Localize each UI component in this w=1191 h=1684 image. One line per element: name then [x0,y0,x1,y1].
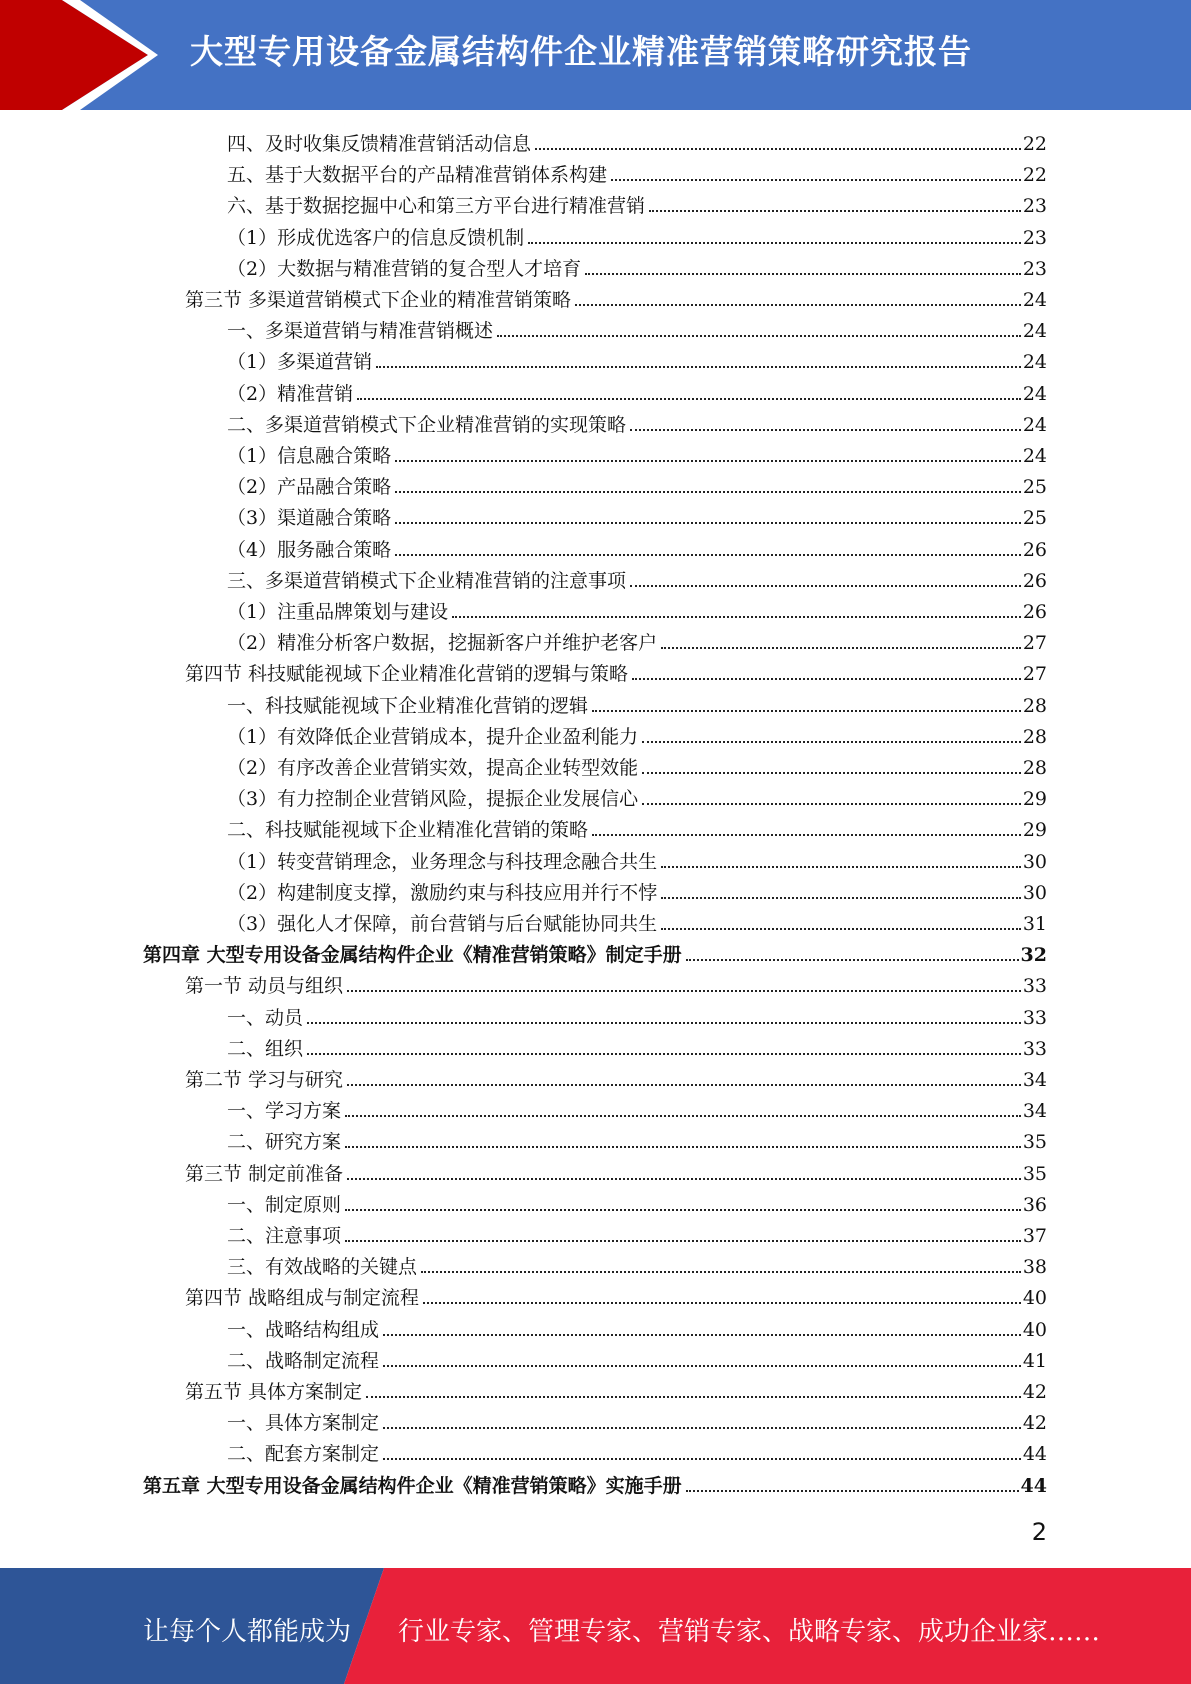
toc-entry-page: 31 [1022,913,1047,935]
toc-entry-page: 34 [1022,1100,1047,1123]
toc-leader-dots [383,1427,1021,1429]
toc-entry-page: 35 [1022,1162,1047,1185]
toc-leader-dots [345,1209,1021,1211]
toc-leader-dots [661,866,1021,868]
toc-leader-dots [395,491,1021,493]
toc-entry-page: 33 [1022,1037,1047,1060]
toc-leader-dots [347,990,1021,992]
toc-entry-page: 40 [1022,1318,1047,1341]
toc-entry-page: 23 [1022,257,1047,280]
toc-entry-page: 41 [1022,1349,1047,1372]
toc-entry[interactable] [227,780,1047,811]
toc-entry-page: 35 [1022,1131,1047,1154]
toc-leader-dots [661,647,1021,649]
toc-entry-page: 26 [1022,601,1047,623]
toc-entry[interactable] [227,1123,1047,1154]
toc-entry[interactable] [227,406,1047,437]
toc-entry-label: 第四节 科技赋能视域下企业精准化营销的逻辑与策略 [185,663,629,686]
toc-entry-label: （2）精准分析客户数据，挖掘新客户并维护老客户 [227,632,658,655]
toc-leader-dots [642,803,1021,805]
toc-entry-label: 第五章 大型专用设备金属结构件企业《精准营销策略》实施手册 [143,1474,682,1497]
toc-entry-label: 第三节 制定前准备 [185,1162,344,1185]
toc-entry-page: 25 [1022,476,1047,499]
toc-entry-label: 五、基于大数据平台的产品精准营销体系构建 [227,164,608,187]
toc-leader-dots [383,1334,1021,1336]
toc-entry-page: 42 [1022,1381,1047,1403]
toc-leader-dots [686,959,1019,961]
toc-entry-page: 29 [1022,819,1047,842]
toc-entry-label: （2）构建制度支撑，激励约束与科技应用并行不悖 [227,881,658,904]
toc-leader-dots [421,1271,1021,1273]
toc-entry[interactable] [227,1435,1047,1466]
toc-entry[interactable] [227,1217,1047,1248]
toc-entry[interactable] [227,499,1047,530]
toc-entry-label: 二、科技赋能视域下企业精准化营销的策略 [227,819,589,842]
toc-entry-label: （3）有力控制企业营销风险，提振企业发展信心 [227,788,639,811]
toc-entry[interactable] [227,1342,1047,1373]
toc-entry-label: 一、学习方案 [227,1100,342,1123]
toc-entry-label: （2）精准营销 [227,382,354,405]
toc-leader-dots [307,1022,1021,1024]
toc-entry-page: 27 [1022,663,1047,686]
toc-entry-label: （1）信息融合策略 [227,445,392,467]
toc-entry[interactable] [227,250,1047,281]
toc-entry[interactable] [227,375,1047,406]
toc-entry[interactable] [227,874,1047,905]
toc-entry[interactable] [185,967,1047,998]
toc-entry-page: 28 [1022,694,1047,717]
toc-entry-label: （2）大数据与精准营销的复合型人才培育 [227,257,582,280]
toc-entry[interactable] [227,1092,1047,1123]
toc-entry-label: 三、有效战略的关键点 [227,1256,418,1279]
toc-leader-dots [307,1053,1021,1055]
toc-entry[interactable] [185,655,1047,686]
toc-leader-dots [592,710,1021,712]
toc-entry-label: 第四节 战略组成与制定流程 [185,1287,420,1310]
toc-entry-label: 一、多渠道营销与精准营销概述 [227,320,494,343]
toc-entry-label: 六、基于数据挖掘中心和第三方平台进行精准营销 [227,195,646,218]
toc-leader-dots [366,1396,1021,1398]
toc-entry-page: 22 [1022,164,1047,187]
toc-leader-dots [642,741,1021,743]
page-title: 大型专用设备金属结构件企业精准营销策略研究报告 [190,32,972,71]
toc-leader-dots [649,210,1021,212]
toc-leader-dots [345,1240,1021,1242]
toc-entry[interactable] [227,718,1047,749]
toc-entry-page: 24 [1022,382,1047,405]
toc-entry-label: （1）注重品牌策划与建设 [227,601,449,623]
toc-entry-label: 二、多渠道营销模式下企业精准营销的实现策略 [227,413,627,436]
toc-entry-page: 44 [1022,1443,1047,1466]
toc-leader-dots [347,1178,1021,1180]
page-number: 2 [1031,1518,1047,1546]
toc-leader-dots [383,1365,1021,1367]
toc-leader-dots [632,678,1021,680]
toc-entry-page: 33 [1022,1006,1047,1029]
toc-leader-dots [528,242,1021,244]
toc-entry-label: 二、战略制定流程 [227,1349,380,1372]
toc-leader-dots [376,366,1021,368]
toc-entry-page: 28 [1022,725,1047,748]
toc-entry-label: 第三节 多渠道营销模式下企业的精准营销策略 [185,289,572,311]
toc-leader-dots [630,585,1021,587]
toc-entry-page: 30 [1022,881,1047,904]
toc-leader-dots [497,335,1021,337]
toc-entry[interactable] [227,1186,1047,1217]
toc-entry-label: 一、战略结构组成 [227,1318,380,1341]
toc-entry-label: 第四章 大型专用设备金属结构件企业《精准营销策略》制定手册 [143,944,682,967]
toc-entry-label: （1）形成优选客户的信息反馈机制 [227,226,525,249]
toc-entry-page: 24 [1022,289,1047,311]
toc-leader-dots [611,179,1021,181]
toc-entry[interactable] [227,562,1047,593]
toc-entry-page: 26 [1022,569,1047,592]
toc-entry-page: 37 [1022,1225,1047,1247]
toc-entry-page: 32 [1020,944,1047,967]
toc-leader-dots [347,1084,1021,1086]
toc-entry-label: 第五节 具体方案制定 [185,1381,363,1403]
toc-entry-label: 二、组织 [227,1037,304,1060]
toc-entry-label: 三、多渠道营销模式下企业精准营销的注意事项 [227,569,627,592]
toc-leader-dots [661,897,1021,899]
toc-entry[interactable] [227,468,1047,499]
toc-entry-page: 26 [1022,538,1047,561]
toc-entry-label: 二、配套方案制定 [227,1443,380,1466]
toc-entry-page: 42 [1022,1412,1047,1435]
toc-entry-page: 28 [1022,757,1047,779]
toc-entry-page: 24 [1022,320,1047,343]
toc-entry[interactable] [227,811,1047,842]
toc-entry[interactable] [227,624,1047,655]
toc-entry-page: 27 [1022,632,1047,655]
toc-entry[interactable] [227,593,1047,624]
toc-entry[interactable] [143,936,1047,967]
toc-entry[interactable] [227,843,1047,874]
toc-entry[interactable] [185,1373,1047,1404]
toc-leader-dots [661,928,1021,930]
toc-entry[interactable] [227,343,1047,374]
toc-leader-dots [395,522,1021,524]
toc-entry[interactable] [227,749,1047,780]
toc-entry-label: 第一节 动员与组织 [185,975,344,998]
toc-entry-page: 29 [1022,788,1047,811]
toc-entry-page: 36 [1022,1193,1047,1216]
toc-entry-page: 24 [1022,413,1047,436]
toc-entry-label: 一、科技赋能视域下企业精准化营销的逻辑 [227,694,589,717]
toc-entry-label: 第二节 学习与研究 [185,1069,344,1091]
toc-entry-page: 24 [1022,445,1047,467]
toc-entry-label: 二、注意事项 [227,1225,342,1247]
toc-leader-dots [535,148,1021,150]
page-header [0,0,1191,110]
toc-entry[interactable] [227,999,1047,1030]
toc-entry-page: 30 [1022,850,1047,873]
toc-leader-dots [575,304,1021,306]
toc-entry-label: 一、具体方案制定 [227,1412,380,1435]
toc-entry[interactable] [227,687,1047,718]
toc-leader-dots [383,1458,1021,1460]
toc-leader-dots [642,772,1021,774]
toc-entry[interactable] [185,1279,1047,1310]
toc-entry[interactable] [227,531,1047,562]
toc-leader-dots [592,834,1021,836]
toc-leader-dots [395,554,1021,556]
toc-entry-label: （1）多渠道营销 [227,351,373,374]
toc-leader-dots [630,429,1021,431]
toc-entry[interactable] [227,905,1047,936]
toc-entry[interactable] [227,219,1047,250]
footer-slogan-right: 行业专家、管理专家、营销专家、战略专家、成功企业家…… [398,1617,1101,1647]
toc-entry[interactable] [227,1311,1047,1342]
toc-entry[interactable] [227,187,1047,218]
toc-entry-label: （2）产品融合策略 [227,476,392,499]
toc-entry-page: 23 [1022,195,1047,218]
toc-entry-label: （2）有序改善企业营销实效，提高企业转型效能 [227,757,639,779]
toc-entry[interactable] [227,1404,1047,1435]
toc-entry-label: （1）转变营销理念，业务理念与科技理念融合共生 [227,850,658,873]
toc-entry-page: 33 [1022,975,1047,998]
toc-leader-dots [395,460,1021,462]
toc-entry-page: 38 [1022,1256,1047,1279]
toc-entry-label: （1）有效降低企业营销成本，提升企业盈利能力 [227,725,639,748]
toc-entry[interactable] [185,1155,1047,1186]
toc-entry-page: 24 [1022,351,1047,374]
toc-entry[interactable] [227,437,1047,468]
toc-entry[interactable] [227,125,1047,156]
toc-entry[interactable] [227,156,1047,187]
toc-entry-page: 34 [1022,1069,1047,1091]
toc-entry-page: 22 [1022,133,1047,155]
toc-entry-label: （3）强化人才保障，前台营销与后台赋能协同共生 [227,913,658,935]
toc-entry[interactable] [227,312,1047,343]
toc-leader-dots [423,1302,1021,1304]
toc-entry-label: （3）渠道融合策略 [227,507,392,530]
toc-entry-page: 23 [1022,226,1047,249]
toc-leader-dots [686,1490,1019,1492]
toc-entry[interactable] [185,1061,1047,1092]
toc-entry-label: 一、制定原则 [227,1193,342,1216]
toc-leader-dots [345,1115,1021,1117]
toc-entry[interactable] [185,281,1047,312]
toc-entry-page: 40 [1022,1287,1047,1310]
toc-entry-label: （4）服务融合策略 [227,538,392,561]
toc-entry[interactable] [143,1467,1047,1498]
toc-entry[interactable] [227,1248,1047,1279]
toc-entry[interactable] [227,1030,1047,1061]
toc-entry-page: 25 [1022,507,1047,530]
toc-entry-label: 一、动员 [227,1006,304,1029]
toc-entry-page: 44 [1020,1474,1047,1497]
toc-entry-label: 四、及时收集反馈精准营销活动信息 [227,133,532,155]
toc-leader-dots [357,398,1021,400]
toc-leader-dots [585,273,1021,275]
toc-entry-label: 二、研究方案 [227,1131,342,1154]
footer-slogan-left: 让每个人都能成为 [143,1617,352,1647]
toc-leader-dots [345,1146,1021,1148]
toc-leader-dots [452,616,1021,618]
page-footer [0,1568,1191,1684]
